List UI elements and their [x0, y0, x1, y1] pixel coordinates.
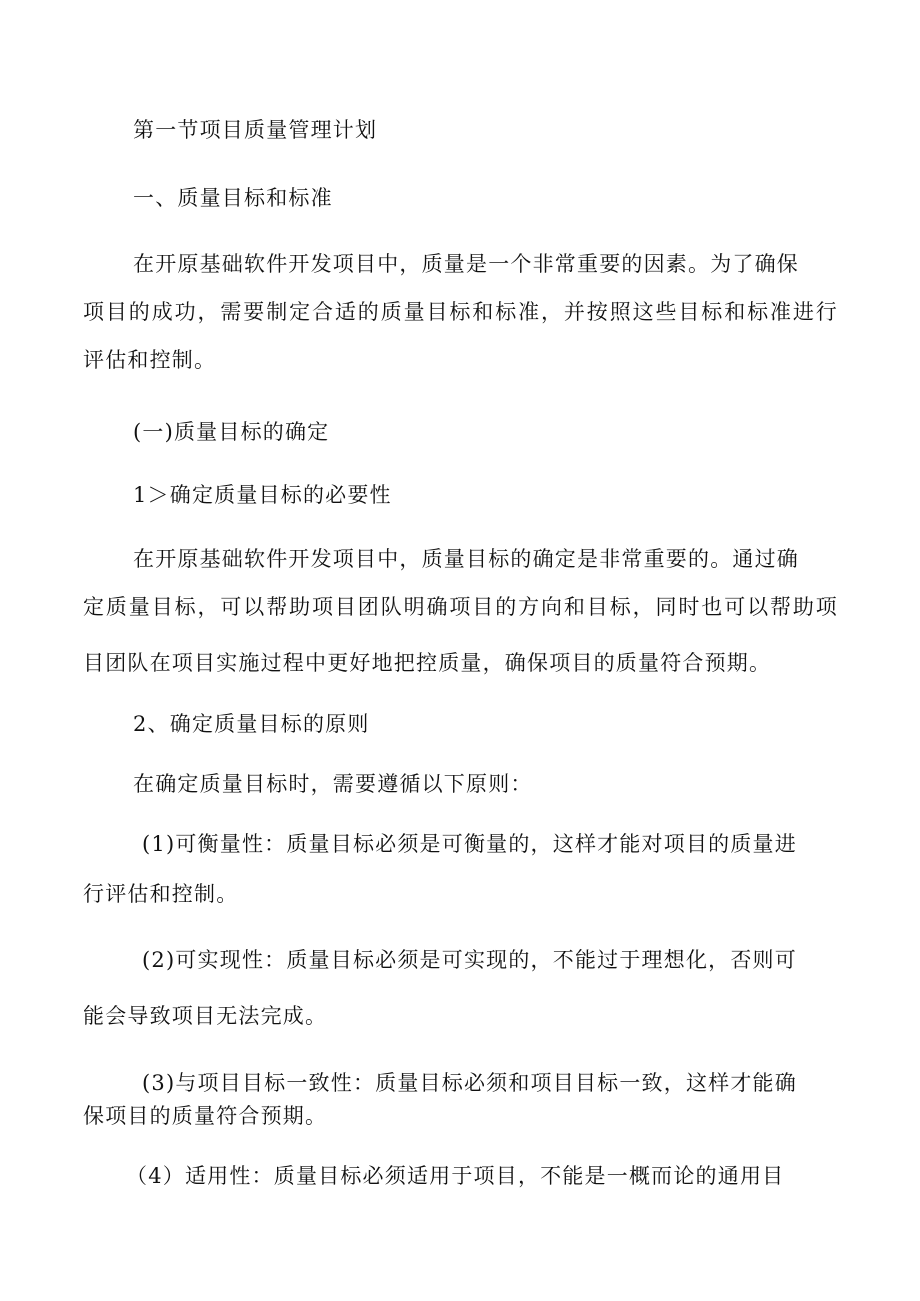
principle-2-line-1: (2)可实现性：质量目标必须是可实现的，不能过于理想化，否则可 — [142, 948, 797, 972]
paragraph-necessity-line-2: 定质量目标，可以帮助项目团队明确项目的方向和目标，同时也可以帮助项 — [83, 595, 838, 619]
paragraph-necessity-line-3: 目团队在项目实施过程中更好地把控质量，确保项目的质量符合预期。 — [83, 651, 772, 675]
paragraph-necessity-line-1: 在开原基础软件开发项目中，质量目标的确定是非常重要的。通过确 — [133, 547, 799, 571]
principle-3-line-1: (3)与项目目标一致性：质量目标必须和项目目标一致，这样才能确 — [142, 1071, 797, 1095]
principle-4-line-1: （4）适用性：质量目标必须适用于项目，不能是一概而论的通用目 — [126, 1164, 785, 1188]
item-necessity-title: 1＞确定质量目标的必要性 — [133, 483, 392, 507]
paragraph-intro-line-3: 评估和控制。 — [83, 348, 217, 372]
paragraph-intro-line-1: 在开原基础软件开发项目中，质量是一个非常重要的因素。为了确保 — [133, 252, 799, 276]
heading-quality-goals-standards: 一、质量目标和标准 — [133, 186, 333, 210]
subheading-goal-determination: (一)质量目标的确定 — [133, 420, 330, 444]
item-principles-title: 2、确定质量目标的原则 — [133, 712, 370, 736]
principle-3-line-2: 保项目的质量符合预期。 — [83, 1104, 328, 1128]
principle-1-line-1: (1)可衡量性：质量目标必须是可衡量的，这样才能对项目的质量进 — [142, 832, 797, 856]
principle-1-line-2: 行评估和控制。 — [83, 882, 239, 906]
section-title: 第一节项目质量管理计划 — [133, 118, 378, 142]
paragraph-intro-line-2: 项目的成功，需要制定合适的质量目标和标准，并按照这些目标和标准进行 — [83, 300, 838, 324]
principle-2-line-2: 能会导致项目无法完成。 — [83, 1004, 328, 1028]
paragraph-principles-intro: 在确定质量目标时，需要遵循以下原则： — [133, 772, 533, 796]
